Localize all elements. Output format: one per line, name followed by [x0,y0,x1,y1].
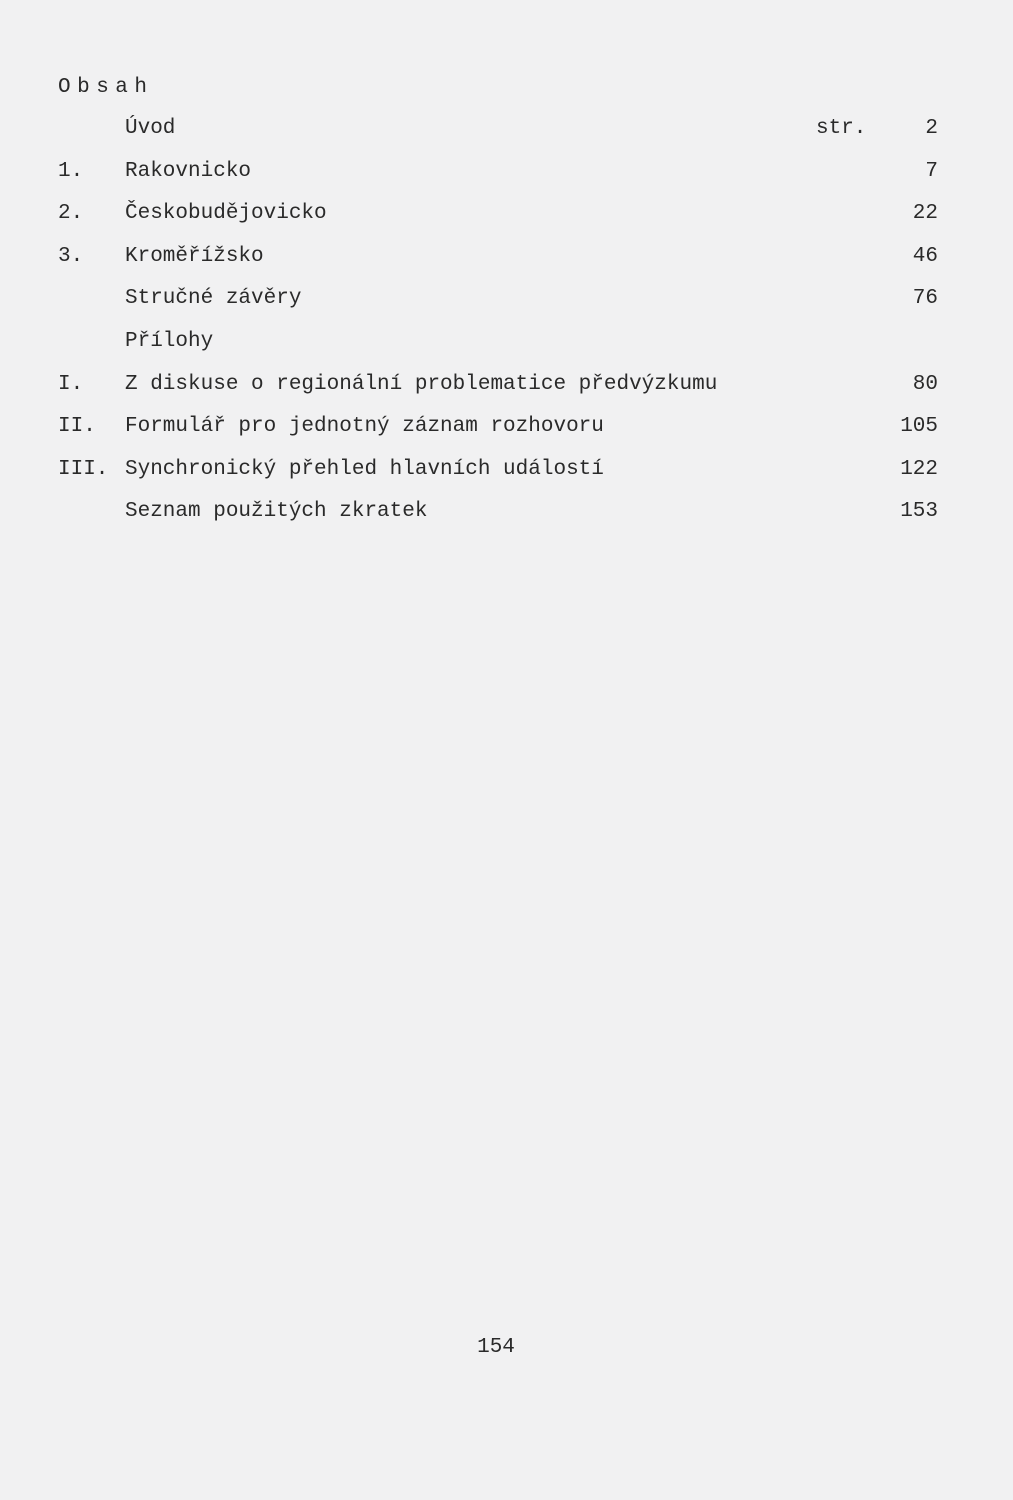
toc-entry-page: 76 [912,287,938,311]
toc-entry-page: 153 [900,500,938,524]
page-number: 154 [477,1336,515,1359]
toc-entry [58,285,938,328]
table-of-contents [58,115,938,541]
toc-entry-title: Kroměřížsko [125,244,264,268]
toc-entry-title: Stručné závěry [125,287,302,311]
toc-entry-title: Přílohy [125,329,214,353]
toc-entry-page: 80 [912,372,938,396]
toc-entry [58,328,938,371]
toc-entry-title: Z diskuse o regionální problematice předvýzkumu [125,372,718,396]
toc-entry-number: III. [58,457,109,481]
toc-entry-number: 1. [58,159,84,183]
toc-entry-page: 122 [900,457,938,481]
toc-entry [58,115,938,158]
toc-entry [58,413,938,456]
page-column-label: str. [816,117,867,140]
toc-entry-page: 46 [912,244,938,268]
toc-entry [58,371,938,414]
toc-entry-title: Úvod [125,117,176,140]
toc-entry-title: Seznam použitých zkratek [125,500,428,524]
toc-entry-title: Českobudějovicko [125,202,327,226]
toc-entry-number: II. [58,415,96,439]
toc-entry [58,158,938,201]
toc-entry-page: 22 [912,202,938,226]
toc-entry [58,456,938,499]
toc-entry-page: 2 [925,117,938,140]
toc-entry-title: Rakovnicko [125,159,252,183]
toc-entry [58,498,938,541]
toc-entry-number: 2. [58,202,84,226]
toc-heading: Obsah [58,76,154,99]
toc-entry [58,200,938,243]
toc-entry-page: 105 [900,415,938,439]
toc-entry-title: Formulář pro jednotný záznam rozhovoru [125,415,604,439]
toc-entry-page: 7 [925,159,938,183]
toc-entry-number: I. [58,372,84,396]
toc-entry-title: Synchronický přehled hlavních událostí [125,457,604,481]
toc-entry-number: 3. [58,244,84,268]
toc-entry [58,243,938,286]
